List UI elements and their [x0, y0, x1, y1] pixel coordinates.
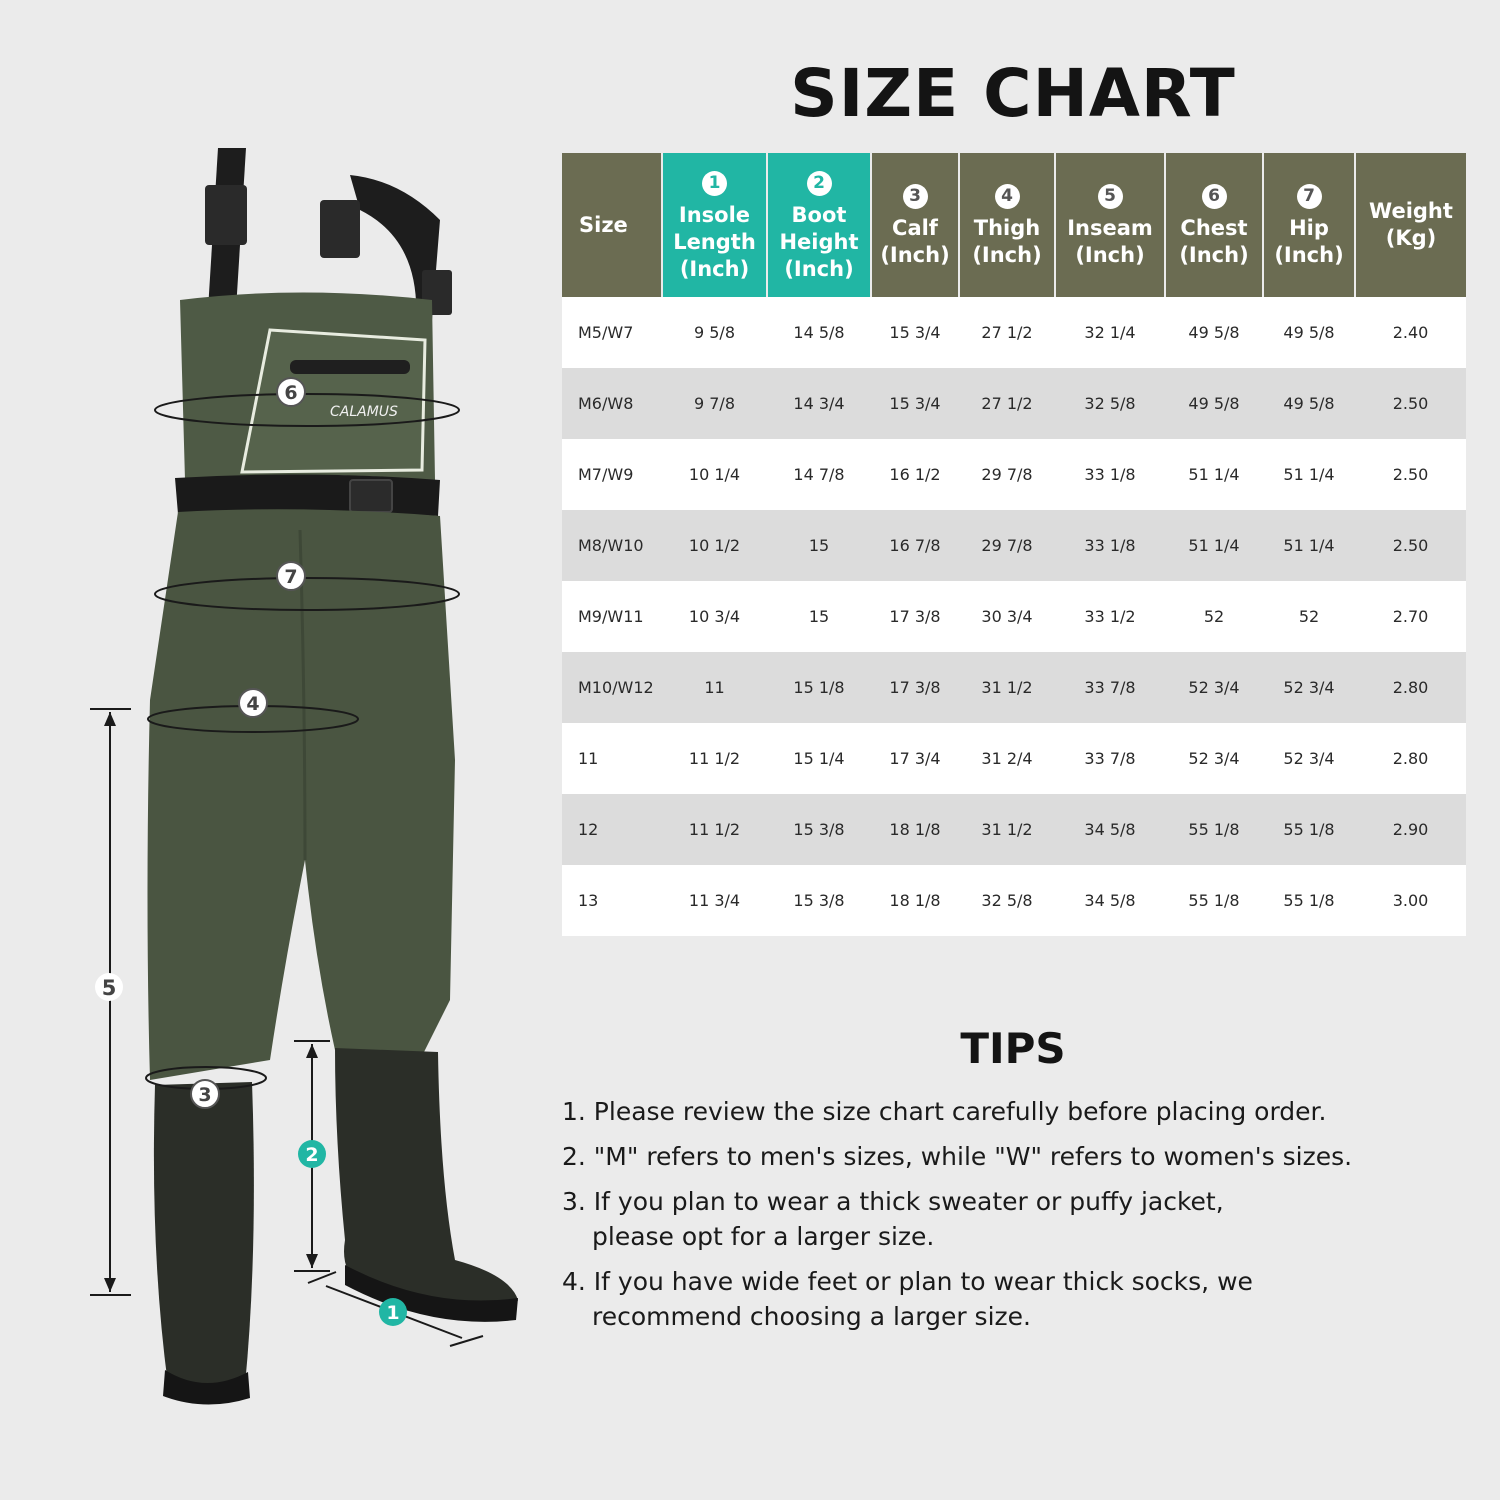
tip-text: 4. If you have wide feet or plan to wear thick socks, we [562, 1267, 1253, 1296]
table-cell: 31 2/4 [959, 723, 1055, 794]
page-title: SIZE CHART [790, 55, 1236, 132]
table-cell: 10 1/2 [662, 510, 767, 581]
table-cell: 14 3/4 [767, 368, 871, 439]
column-header-label: Chest [1180, 216, 1248, 240]
table-cell: 2.80 [1355, 652, 1466, 723]
table-cell: 55 1/8 [1165, 794, 1263, 865]
table-cell: 33 1/8 [1055, 439, 1165, 510]
table-cell: 51 1/4 [1165, 439, 1263, 510]
table-cell: 52 3/4 [1263, 723, 1355, 794]
table-cell: 49 5/8 [1263, 297, 1355, 368]
tip-item [562, 1139, 1472, 1174]
svg-text:2: 2 [305, 1144, 319, 1166]
table-cell: 17 3/8 [871, 581, 959, 652]
table-cell: 31 1/2 [959, 794, 1055, 865]
marker-7 [277, 562, 305, 590]
size-chart-table [562, 153, 1466, 936]
table-cell: 14 7/8 [767, 439, 871, 510]
measure-number-badge: 2 [807, 171, 832, 196]
column-header-label: (Inch) [972, 243, 1042, 267]
table-cell: 15 3/8 [767, 865, 871, 936]
size-cell: M9/W11 [562, 581, 662, 652]
table-row [562, 368, 1466, 439]
column-header-label: (Kg) [1385, 226, 1437, 250]
table-row [562, 794, 1466, 865]
table-cell: 15 3/4 [871, 368, 959, 439]
table-cell: 27 1/2 [959, 297, 1055, 368]
table-row [562, 297, 1466, 368]
column-header [1055, 153, 1165, 297]
column-header [959, 153, 1055, 297]
table-body [562, 297, 1466, 936]
tip-item [562, 1184, 1472, 1254]
table-cell: 49 5/8 [1165, 297, 1263, 368]
column-header-label: Thigh [973, 216, 1041, 240]
table-cell: 10 1/4 [662, 439, 767, 510]
table-cell: 16 1/2 [871, 439, 959, 510]
size-cell: 11 [562, 723, 662, 794]
column-header [767, 153, 871, 297]
tip-item [562, 1094, 1472, 1129]
tip-text-continued: please opt for a larger size. [592, 1222, 935, 1251]
size-cell: M5/W7 [562, 297, 662, 368]
table-cell: 34 5/8 [1055, 865, 1165, 936]
measure-number-badge: 5 [1098, 184, 1123, 209]
table-cell: 2.80 [1355, 723, 1466, 794]
column-header-label: (Inch) [1274, 243, 1344, 267]
tip-text: 1. Please review the size chart carefully before placing order. [562, 1097, 1327, 1126]
column-header [1355, 153, 1466, 297]
table-header-row [562, 153, 1466, 297]
wader-illustration [0, 130, 560, 1430]
table-cell: 18 1/8 [871, 794, 959, 865]
marker-2 [298, 1140, 326, 1168]
table-cell: 33 7/8 [1055, 723, 1165, 794]
column-header-label: (Inch) [784, 256, 854, 281]
table-cell: 32 5/8 [1055, 368, 1165, 439]
column-header-label: Hip [1289, 216, 1329, 240]
column-header-label: Size [579, 212, 628, 237]
measure-number-badge: 3 [903, 184, 928, 209]
column-header [1165, 153, 1263, 297]
table-cell: 17 3/8 [871, 652, 959, 723]
column-header [1263, 153, 1355, 297]
table-cell: 52 [1165, 581, 1263, 652]
column-header [871, 153, 959, 297]
measure-number-badge: 6 [1202, 184, 1227, 209]
svg-text:4: 4 [246, 693, 260, 715]
column-header-label: (Inch) [679, 256, 750, 281]
table-cell: 2.70 [1355, 581, 1466, 652]
table-cell: 11 [662, 652, 767, 723]
table-cell: 2.50 [1355, 368, 1466, 439]
table-cell: 49 5/8 [1263, 368, 1355, 439]
table-cell: 11 1/2 [662, 794, 767, 865]
marker-1 [379, 1298, 407, 1326]
table-cell: 11 3/4 [662, 865, 767, 936]
table-cell: 55 1/8 [1263, 794, 1355, 865]
table-cell: 52 [1263, 581, 1355, 652]
svg-text:7: 7 [284, 566, 298, 588]
table-cell: 17 3/4 [871, 723, 959, 794]
table-cell: 15 [767, 510, 871, 581]
table-cell: 29 7/8 [959, 510, 1055, 581]
table-cell: 2.40 [1355, 297, 1466, 368]
table-cell: 15 3/4 [871, 297, 959, 368]
measure-number-badge: 4 [995, 184, 1020, 209]
tip-text: 2. "M" refers to men's sizes, while "W" refers to women's sizes. [562, 1142, 1353, 1171]
tip-text-continued: recommend choosing a larger size. [592, 1302, 1031, 1331]
size-cell: M7/W9 [562, 439, 662, 510]
table-cell: 18 1/8 [871, 865, 959, 936]
table-cell: 2.50 [1355, 439, 1466, 510]
measure-number-badge: 7 [1297, 184, 1322, 209]
table-cell: 49 5/8 [1165, 368, 1263, 439]
table-cell: 3.00 [1355, 865, 1466, 936]
size-cell: M6/W8 [562, 368, 662, 439]
table-cell: 33 7/8 [1055, 652, 1165, 723]
svg-text:5: 5 [101, 976, 117, 1000]
column-header-label: (Inch) [1179, 243, 1249, 267]
table-cell: 33 1/8 [1055, 510, 1165, 581]
column-header-label: Calf [892, 216, 938, 240]
table-cell: 9 5/8 [662, 297, 767, 368]
table-cell: 32 1/4 [1055, 297, 1165, 368]
column-header-label: Inseam [1067, 216, 1153, 240]
table-cell: 27 1/2 [959, 368, 1055, 439]
table-row [562, 581, 1466, 652]
marker-3 [191, 1080, 219, 1108]
size-cell: M10/W12 [562, 652, 662, 723]
brand-logo: CALAMUS [330, 404, 398, 420]
marker-5 [95, 973, 123, 1001]
table-cell: 33 1/2 [1055, 581, 1165, 652]
column-header-label: (Inch) [880, 243, 950, 267]
table-cell: 15 [767, 581, 871, 652]
table-cell: 11 1/2 [662, 723, 767, 794]
table-row [562, 439, 1466, 510]
column-header-label: Boot [791, 202, 847, 227]
marker-4 [239, 689, 267, 717]
table-cell: 31 1/2 [959, 652, 1055, 723]
table-cell: 52 3/4 [1165, 652, 1263, 723]
table-cell: 2.50 [1355, 510, 1466, 581]
column-header [562, 153, 662, 297]
table-cell: 10 3/4 [662, 581, 767, 652]
svg-text:3: 3 [198, 1084, 212, 1106]
table-cell: 2.90 [1355, 794, 1466, 865]
tips-list [562, 1094, 1472, 1344]
marker-6 [277, 378, 305, 406]
table-row [562, 723, 1466, 794]
measure-number-badge: 1 [702, 171, 727, 196]
svg-text:1: 1 [386, 1302, 400, 1324]
table-cell: 34 5/8 [1055, 794, 1165, 865]
table-row [562, 510, 1466, 581]
table-row [562, 865, 1466, 936]
tip-text: 3. If you plan to wear a thick sweater or puffy jacket, [562, 1187, 1224, 1216]
table-cell: 51 1/4 [1263, 439, 1355, 510]
table-cell: 15 1/8 [767, 652, 871, 723]
column-header-label: Insole [678, 202, 751, 227]
table-cell: 51 1/4 [1263, 510, 1355, 581]
size-cell: 12 [562, 794, 662, 865]
column-header-label: Length [673, 229, 756, 254]
tip-item [562, 1264, 1472, 1334]
column-header [662, 153, 767, 297]
table-cell: 51 1/4 [1165, 510, 1263, 581]
table-cell: 52 3/4 [1263, 652, 1355, 723]
table-cell: 15 3/8 [767, 794, 871, 865]
column-header-label: (Inch) [1075, 243, 1145, 267]
table-cell: 55 1/8 [1263, 865, 1355, 936]
table-row [562, 652, 1466, 723]
table-cell: 55 1/8 [1165, 865, 1263, 936]
table-cell: 32 5/8 [959, 865, 1055, 936]
table-cell: 16 7/8 [871, 510, 959, 581]
svg-text:6: 6 [284, 382, 298, 404]
table-cell: 52 3/4 [1165, 723, 1263, 794]
table-cell: 30 3/4 [959, 581, 1055, 652]
column-header-label: Weight [1369, 199, 1453, 223]
size-cell: 13 [562, 865, 662, 936]
table-cell: 9 7/8 [662, 368, 767, 439]
tips-title: TIPS [960, 1024, 1066, 1073]
table-cell: 14 5/8 [767, 297, 871, 368]
column-header-label: Height [779, 229, 859, 254]
table-cell: 15 1/4 [767, 723, 871, 794]
size-cell: M8/W10 [562, 510, 662, 581]
table-cell: 29 7/8 [959, 439, 1055, 510]
